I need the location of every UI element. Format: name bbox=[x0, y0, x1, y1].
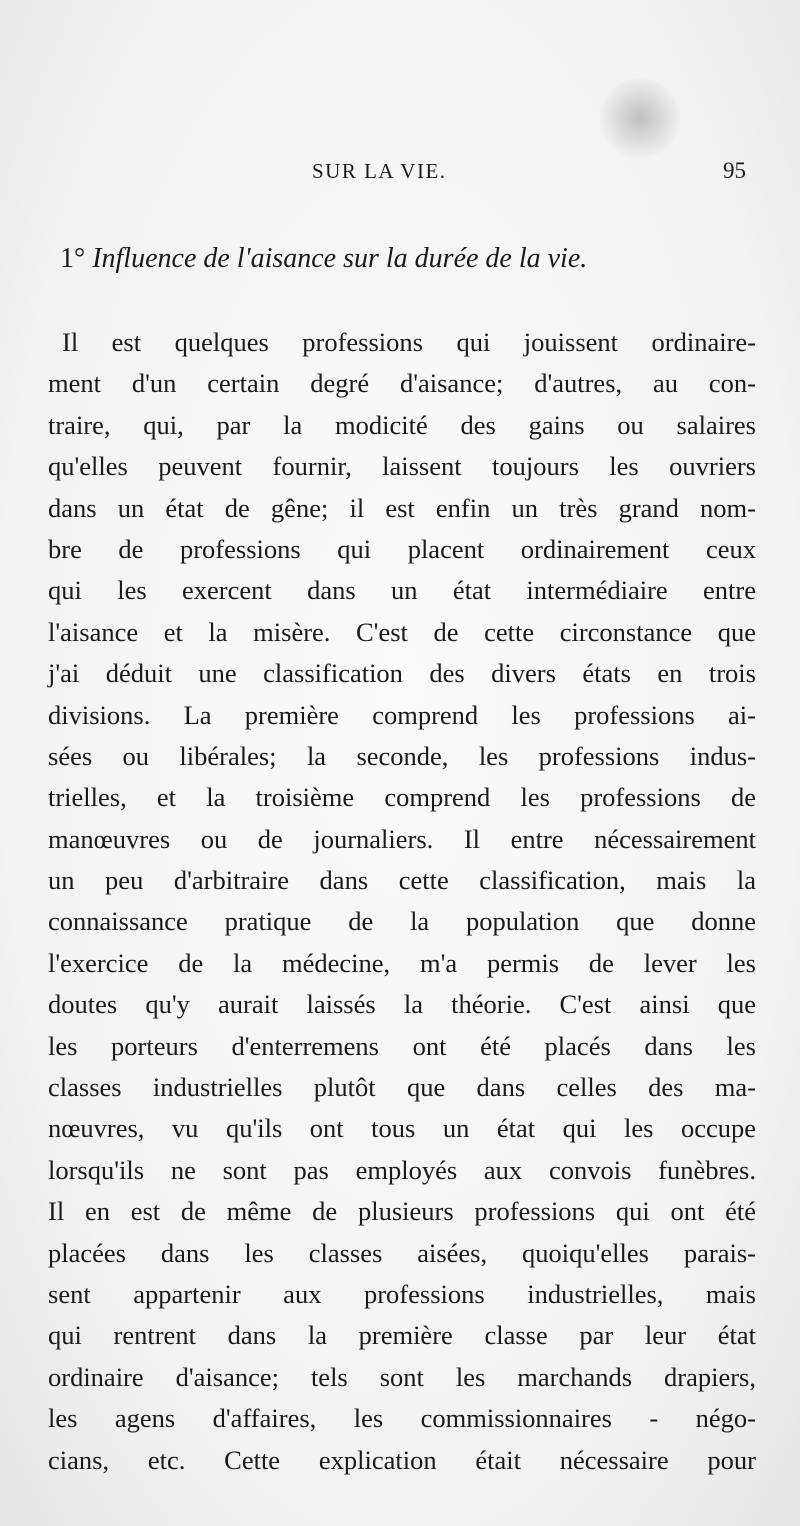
paragraph-line: les porteurs d'enterremens ont été placés dans les bbox=[48, 1030, 756, 1061]
paragraph-line: qui les exercent dans un état intermédiaire entre bbox=[48, 575, 756, 606]
paragraph-line: nœuvres, vu qu'ils ont tous un état qui les occupe bbox=[48, 1113, 756, 1144]
paragraph-line: Il en est de même de plusieurs professions qui ont été bbox=[48, 1196, 756, 1227]
paragraph-line: traire, qui, par la modicité des gains ou salaires bbox=[48, 409, 756, 440]
paragraph-line: l'exercice de la médecine, m'a permis de lever les bbox=[48, 947, 756, 978]
paragraph-line: Il est quelques professions qui jouissent ordinaire- bbox=[62, 327, 756, 357]
paragraph-line: doutes qu'y aurait laissés la théorie. C'est ainsi que bbox=[48, 989, 756, 1020]
paragraph-line: l'aisance et la misère. C'est de cette circonstance que bbox=[48, 616, 756, 647]
section-numeral: 1° bbox=[60, 243, 86, 274]
paragraph-line: connaissance pratique de la population que donne bbox=[48, 906, 756, 937]
ink-smudge bbox=[600, 78, 680, 158]
paragraph-line: qu'elles peuvent fournir, laissent toujours les ouvriers bbox=[48, 451, 756, 482]
paragraph-line: les agens d'affaires, les commissionnaires - négo- bbox=[48, 1403, 756, 1434]
paragraph-line: sées ou libérales; la seconde, les professions indus- bbox=[48, 740, 756, 771]
paragraph-line: j'ai déduit une classification des divers états en trois bbox=[48, 658, 756, 689]
paragraph-line: manœuvres ou de journaliers. Il entre nécessairement bbox=[48, 823, 756, 854]
paragraph-line: qui rentrent dans la première classe par leur état bbox=[48, 1320, 756, 1351]
paragraph-line: trielles, et la troisième comprend les professions de bbox=[48, 782, 756, 813]
paragraph-line: ment d'un certain degré d'aisance; d'autres, au con- bbox=[48, 368, 756, 399]
running-title: SUR LA VIE. bbox=[312, 159, 447, 183]
paragraph-line: dans un état de gêne; il est enfin un très grand nom- bbox=[48, 492, 756, 523]
running-head bbox=[0, 156, 800, 190]
paragraph-line: ordinaire d'aisance; tels sont les marchands drapiers, bbox=[48, 1361, 756, 1392]
page-number: 95 bbox=[723, 158, 746, 183]
paragraph-line: divisions. La première comprend les professions ai- bbox=[48, 699, 756, 730]
section-title: Influence de l'aisance sur la durée de la vie. bbox=[92, 243, 588, 274]
section-heading bbox=[60, 242, 760, 276]
paragraph-line: placées dans les classes aisées, quoiqu'elles parais- bbox=[48, 1237, 756, 1268]
paragraph-line: lorsqu'ils ne sont pas employés aux convois funèbres. bbox=[48, 1154, 756, 1185]
paragraph-line: cians, etc. Cette explication était nécessaire pour bbox=[48, 1444, 756, 1475]
paragraph-line: sent appartenir aux professions industrielles, mais bbox=[48, 1278, 756, 1309]
paragraph-line: classes industrielles plutôt que dans celles des ma- bbox=[48, 1072, 756, 1103]
paragraph-line: un peu d'arbitraire dans cette classification, mais la bbox=[48, 865, 756, 896]
paragraph bbox=[48, 322, 756, 1481]
paragraph-line: bre de professions qui placent ordinairement ceux bbox=[48, 533, 756, 564]
